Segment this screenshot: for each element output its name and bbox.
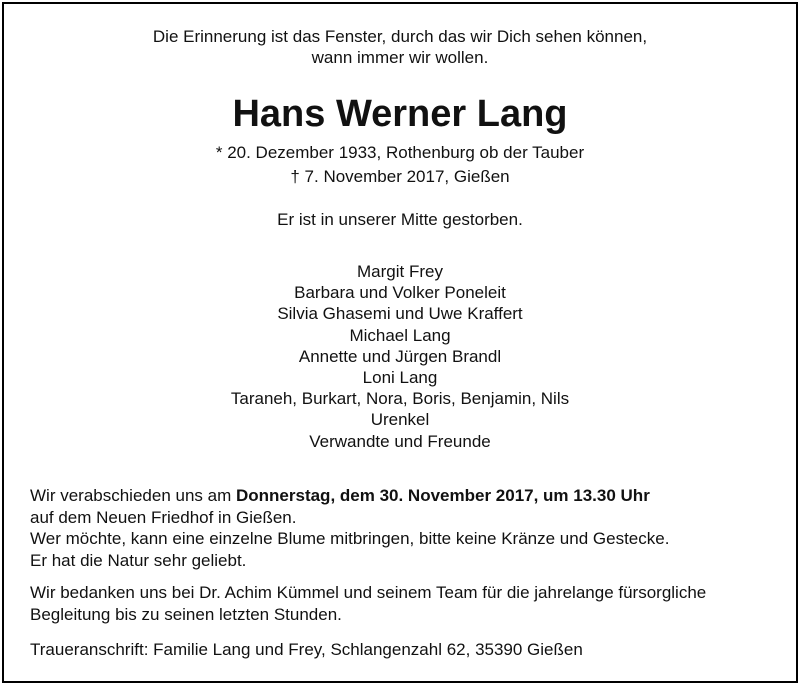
death-date: † 7. November 2017, Gießen (290, 167, 510, 186)
thanks-line-1: Wir bedanken uns bei Dr. Achim Kümmel und seinem Team für die jahrelange fürsorgliche (30, 583, 707, 602)
quote-line-1: Die Erinnerung ist das Fenster, durch das wir Dich sehen können, (152, 27, 648, 46)
statement: Er ist in unserer Mitte gestorben. (277, 210, 523, 229)
mourners-list (4, 261, 796, 452)
mourning-address: Traueranschrift: Familie Lang und Frey, Schlangenzahl 62, 35390 Gießen (30, 640, 583, 659)
flowers-note: Wer möchte, kann eine einzelne Blume mitbringen, bitte keine Kränze und Gestecke. (30, 529, 670, 548)
funeral-intro: Wir verabschieden uns am (30, 486, 236, 505)
funeral-date: Donnerstag, dem 30. November 2017, um 13.30 Uhr (235, 486, 650, 505)
mourner-name: Annette und Jürgen Brandl (298, 346, 502, 366)
funeral-date-line (30, 485, 669, 507)
nature-note: Er hat die Natur sehr geliebt. (30, 550, 247, 570)
thanks-paragraph (30, 582, 706, 625)
obituary-frame (2, 2, 798, 683)
mourner-name: Margit Frey (357, 262, 443, 281)
funeral-details (30, 485, 669, 571)
thanks-line-2: Begleitung bis zu seinen letzten Stunden. (30, 604, 342, 624)
opening-quote (4, 26, 796, 68)
mourner-name: Michael Lang (349, 325, 451, 345)
mourner-name: Verwandte und Freunde (309, 431, 491, 451)
life-dates (4, 141, 796, 189)
birth-date: * 20. Dezember 1933, Rothenburg ob der Tauber (215, 143, 585, 162)
deceased-name: Hans Werner Lang (232, 93, 568, 135)
mourner-name: Taraneh, Burkart, Nora, Boris, Benjamin, Nils (230, 389, 570, 409)
mourner-name: Urenkel (370, 410, 430, 430)
mourner-name: Silvia Ghasemi und Uwe Kraffert (277, 304, 523, 324)
funeral-location: auf dem Neuen Friedhof in Gießen. (30, 507, 297, 527)
quote-line-2: wann immer wir wollen. (311, 48, 489, 67)
mourner-name: Barbara und Volker Poneleit (294, 283, 506, 303)
mourner-name: Loni Lang (362, 368, 438, 388)
